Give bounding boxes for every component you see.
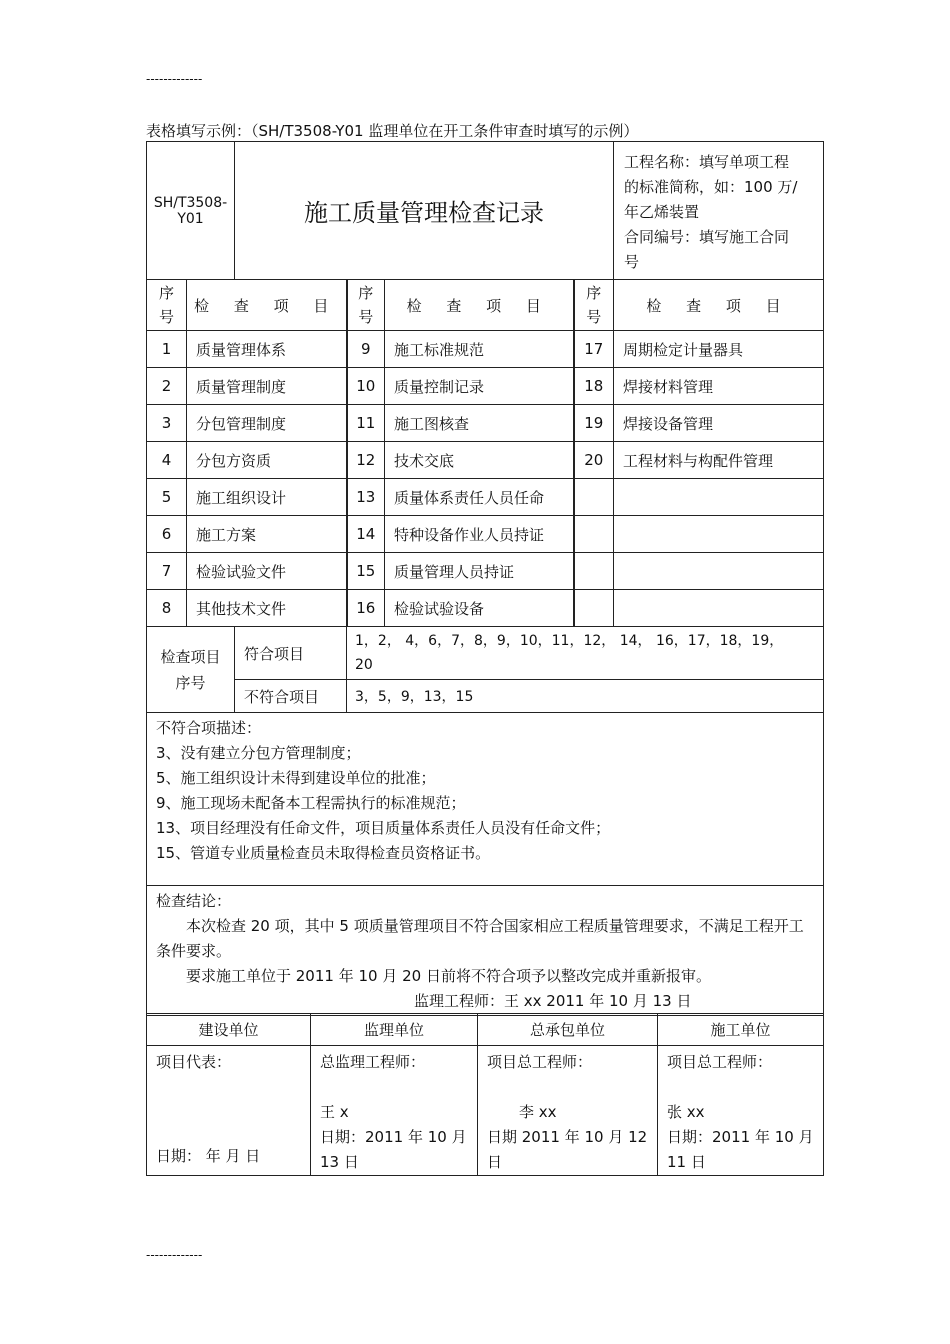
top-separator: ------------- [146, 72, 203, 86]
nonconformity-heading: 不符合项描述： [156, 719, 262, 737]
table-row [147, 553, 824, 590]
item-name: 施工标准规范 [385, 331, 574, 368]
item-header: 检 查 项 目 [187, 280, 347, 331]
bottom-separator: ------------- [146, 1248, 203, 1262]
item-name: 技术交底 [385, 442, 574, 479]
project-name-line2: 的标准简称，如：100 万/ [624, 178, 798, 196]
item-number: 16 [347, 590, 385, 627]
supervisor-date: 日期：2011 年 10 月 13 日 [320, 1128, 467, 1171]
item-header: 检 查 项 目 [614, 280, 824, 331]
fail-label: 不符合项目 [235, 680, 347, 713]
item-name: 质量管理制度 [187, 368, 347, 405]
item-name: 特种设备作业人员持证 [385, 516, 574, 553]
table-row [147, 368, 824, 405]
list-item: 5、施工组织设计未得到建设单位的批准； [156, 769, 436, 787]
item-name [614, 479, 824, 516]
item-name [614, 553, 824, 590]
general-contractor-role: 项目总工程师： [487, 1053, 593, 1071]
owner-date: 日期： 年 月 日 [156, 1147, 261, 1165]
item-name: 施工组织设计 [187, 479, 347, 516]
constructor-role: 项目总工程师： [667, 1053, 773, 1071]
item-name: 工程材料与构配件管理 [614, 442, 824, 479]
list-item: 3、没有建立分包方管理制度； [156, 744, 361, 762]
item-name: 质量管理人员持证 [385, 553, 574, 590]
project-name-line1: 工程名称：填写单项工程 [624, 153, 790, 171]
project-name-line3: 年乙烯装置 [624, 203, 700, 221]
item-name: 分包方资质 [187, 442, 347, 479]
conclusion-text: 本次检查 20 项，其中 5 项质量管理项目不符合国家相应工程质量管理要求，不满足工程开工条件要求。 [156, 917, 804, 960]
item-number: 6 [147, 516, 187, 553]
supervisor-role: 总监理工程师： [320, 1053, 426, 1071]
table-row [147, 516, 824, 553]
item-name: 焊接设备管理 [614, 405, 824, 442]
table-row [147, 479, 824, 516]
item-number: 13 [347, 479, 385, 516]
table-row [147, 590, 824, 627]
general-contractor-date: 日期 2011 年 10 月 12 日 [487, 1128, 648, 1171]
list-item: 9、施工现场未配备本工程需执行的标准规范； [156, 794, 466, 812]
conclusion [147, 886, 824, 1016]
pass-label: 符合项目 [235, 627, 347, 680]
supervisor-header: 监理单位 [311, 1014, 478, 1046]
seq-header: 序 号 [574, 280, 614, 331]
item-number: 15 [347, 553, 385, 590]
pass-values-line1: 1，2， 4，6，7，8，9，10，11，12， 14， 16，17，18，19， [355, 633, 784, 649]
owner-header: 建设单位 [147, 1014, 311, 1046]
owner-role: 项目代表： [156, 1053, 232, 1071]
item-number [574, 479, 614, 516]
item-name: 质量控制记录 [385, 368, 574, 405]
list-item: 13、项目经理没有任命文件，项目质量体系责任人员没有任命文件； [156, 819, 611, 837]
seq-header: 序 号 [347, 280, 385, 331]
quality-check-record-table [146, 141, 824, 1016]
item-number: 11 [347, 405, 385, 442]
list-item: 15、管道专业质量检查员未取得检查员资格证书。 [156, 844, 491, 862]
item-number: 4 [147, 442, 187, 479]
item-number: 1 [147, 331, 187, 368]
item-name: 施工方案 [187, 516, 347, 553]
conclusion-requirement: 要求施工单位于 2011 年 10 月 20 日前将不符合项予以整改完成并重新报审。 [186, 967, 711, 985]
conclusion-heading: 检查结论： [156, 892, 232, 910]
item-number: 20 [574, 442, 614, 479]
contract-no-line2: 号 [624, 253, 640, 271]
item-name: 其他技术文件 [187, 590, 347, 627]
item-number: 8 [147, 590, 187, 627]
constructor-header: 施工单位 [658, 1014, 824, 1046]
item-number [574, 553, 614, 590]
table-row [147, 442, 824, 479]
item-name [614, 590, 824, 627]
constructor-sign-cell [658, 1046, 824, 1176]
constructor-name: 张 xx [667, 1103, 705, 1121]
general-contractor-name: 李 xx [519, 1103, 557, 1121]
form-code: SH/T3508-Y01 [147, 142, 235, 280]
signature-table [146, 1013, 824, 1176]
table-row [147, 405, 824, 442]
owner-sign-cell [147, 1046, 311, 1176]
contract-no-line1: 合同编号：填写施工合同 [624, 228, 790, 246]
item-number: 3 [147, 405, 187, 442]
supervisor-name: 王 x [320, 1103, 349, 1121]
item-name: 检验试验设备 [385, 590, 574, 627]
nonconformity-description [147, 713, 824, 886]
seq-header: 序 号 [147, 280, 187, 331]
general-contractor-sign-cell [478, 1046, 658, 1176]
supervisor-sign-cell [311, 1046, 478, 1176]
item-name: 质量体系责任人员任命 [385, 479, 574, 516]
item-name: 质量管理体系 [187, 331, 347, 368]
item-number [574, 590, 614, 627]
item-number [574, 516, 614, 553]
item-name: 施工图核查 [385, 405, 574, 442]
item-number: 7 [147, 553, 187, 590]
pass-values-line2: 20 [355, 657, 373, 673]
supervisor-signature: 监理工程师：王 xx 2011 年 10 月 13 日 [414, 992, 692, 1010]
caption: 表格填写示例：（SH/T3508-Y01 监理单位在开工条件审查时填写的示例） [146, 122, 639, 140]
check-seq-label: 检查项目 序号 [147, 627, 235, 713]
item-number: 5 [147, 479, 187, 516]
general-contractor-header: 总承包单位 [478, 1014, 658, 1046]
item-number: 19 [574, 405, 614, 442]
item-name [614, 516, 824, 553]
item-number: 18 [574, 368, 614, 405]
fail-values: 3，5，9，13，15 [347, 680, 824, 713]
item-name: 分包管理制度 [187, 405, 347, 442]
constructor-date: 日期：2011 年 10 月 11 日 [667, 1128, 814, 1171]
item-number: 12 [347, 442, 385, 479]
project-info [614, 142, 824, 280]
item-number: 14 [347, 516, 385, 553]
pass-values [347, 627, 824, 680]
item-name: 焊接材料管理 [614, 368, 824, 405]
item-name: 周期检定计量器具 [614, 331, 824, 368]
item-number: 10 [347, 368, 385, 405]
item-header: 检 查 项 目 [385, 280, 574, 331]
item-number: 17 [574, 331, 614, 368]
table-row [147, 331, 824, 368]
item-number: 9 [347, 331, 385, 368]
page-title: 施工质量管理检查记录 [235, 142, 614, 280]
item-name: 检验试验文件 [187, 553, 347, 590]
item-number: 2 [147, 368, 187, 405]
